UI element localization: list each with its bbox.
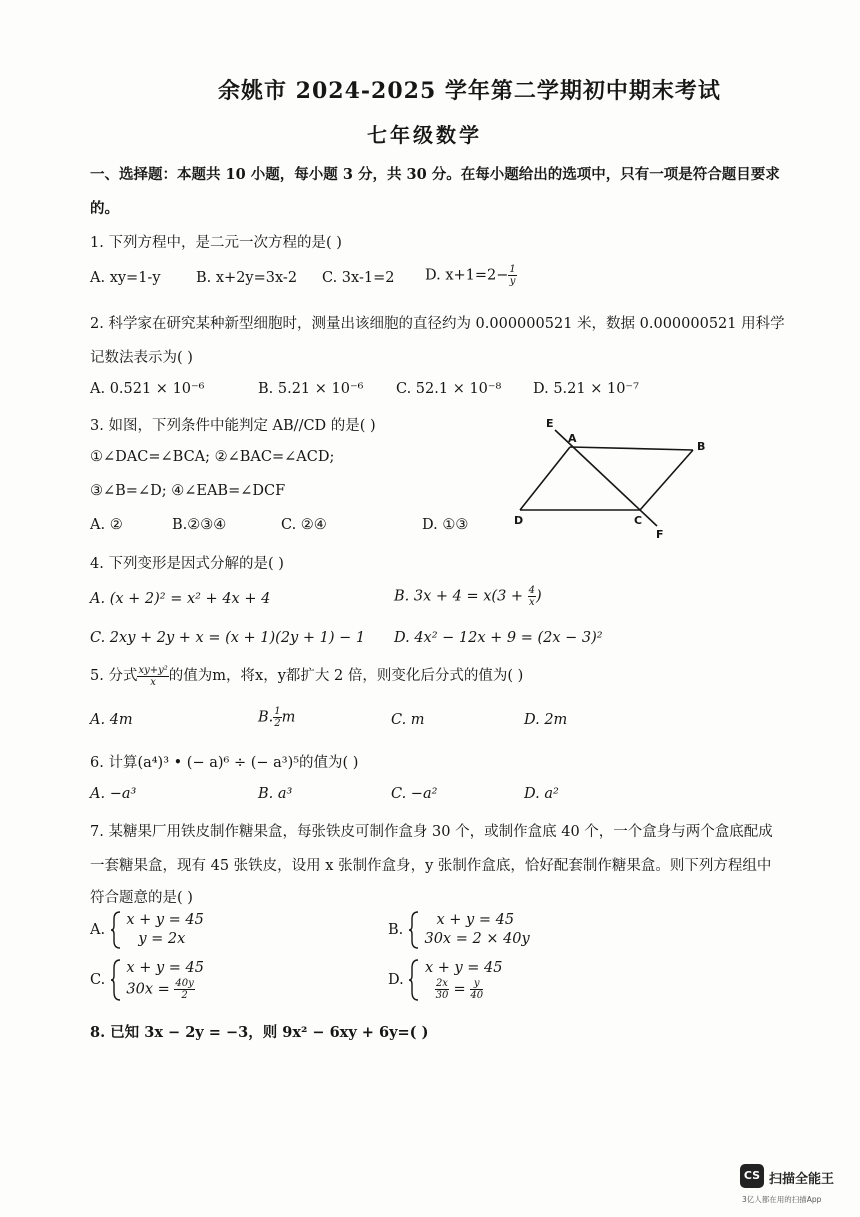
- q7-option-d: [388, 958, 503, 1002]
- q7-stem-line3: 符合题意的是( ): [90, 890, 193, 906]
- denominator: 2: [274, 718, 281, 729]
- q4-option-b: [394, 585, 542, 608]
- equation-system: [126, 959, 204, 1001]
- equation: y = 2x: [138, 931, 186, 947]
- q2-option-c: C. 52.1 × 10⁻⁸: [396, 381, 502, 397]
- exam-subtitle: 七年级数学: [367, 123, 482, 147]
- equation: x + y = 45: [126, 960, 204, 976]
- q7-option-c-label: C.: [90, 972, 106, 988]
- left-brace-icon: [408, 958, 420, 1002]
- fraction: [174, 978, 194, 1001]
- q4-option-a: A. (x + 2)² = x² + 4x + 4: [90, 591, 271, 607]
- numerator: 1: [274, 706, 281, 717]
- q1-option-a: A. xy=1-y: [90, 270, 161, 286]
- q4-option-b-text: B. 3x + 4 = x(3 +: [394, 588, 528, 605]
- q6-option-a: A. −a³: [90, 786, 137, 802]
- q5-stem-suffix: 的值为m，将x，y都扩大 2 倍，则变化后分式的值为( ): [168, 668, 524, 684]
- left-brace-icon: [110, 958, 122, 1002]
- q7-stem-line1: 7. 某糖果厂用铁皮制作糖果盒，每张铁皮可制作盒身 30 个，或制作盒底 40 个，一个盒身与两个盒底配成: [90, 824, 773, 840]
- q3-option-a: A. ②: [90, 517, 123, 533]
- q5-option-d: D. 2m: [524, 712, 568, 728]
- q7-option-d-label: D.: [388, 972, 404, 988]
- numerator: 2x: [435, 978, 448, 989]
- q2-option-a: A. 0.521 × 10⁻⁶: [90, 381, 205, 397]
- q1-option-d-text: D. x+1=2−: [425, 267, 509, 284]
- q5-stem-prefix: 5. 分式: [90, 668, 138, 684]
- fraction: [528, 585, 536, 608]
- denominator: x: [150, 676, 156, 688]
- scanner-brand: 扫描全能王: [769, 1172, 835, 1187]
- q5-stem: [90, 664, 523, 688]
- numerator: 1: [509, 264, 516, 275]
- q7-option-a: [90, 910, 204, 950]
- q3-option-d: D. ①③: [422, 517, 469, 533]
- q2-stem-line2: 记数法表示为( ): [90, 350, 193, 366]
- equals-sign: =: [448, 981, 471, 998]
- segment-cb: [640, 450, 693, 510]
- q5-option-c: C. m: [391, 712, 425, 728]
- numerator: 40y: [175, 978, 194, 989]
- q4-option-d: D. 4x² − 12x + 9 = (2x − 3)²: [394, 630, 603, 646]
- fraction: [470, 978, 483, 1001]
- q6-option-c: C. −a²: [391, 786, 438, 802]
- q3-option-c: C. ②④: [281, 517, 327, 533]
- q6-option-b: B. a³: [258, 786, 293, 802]
- denominator: x: [529, 597, 535, 608]
- fraction: [273, 706, 281, 729]
- label-f: F: [656, 528, 664, 541]
- q7-option-a-label: A.: [90, 922, 106, 938]
- section-heading: 一、选择题：本题共 10 小题，每小题 3 分，共 30 分。在每小题给出的选项中，只有一项是符合题目要求: [90, 166, 780, 183]
- denominator: 40: [470, 990, 484, 1001]
- label-c: C: [634, 514, 643, 527]
- segment-ab: [570, 447, 693, 450]
- equation-system: [126, 911, 204, 949]
- denominator: 30: [435, 990, 449, 1001]
- q4-option-b-suffix: ): [536, 588, 542, 605]
- q1-stem: 1. 下列方程中，是二元一次方程的是( ): [90, 235, 342, 251]
- q6-option-d: D. a²: [524, 786, 559, 802]
- numerator: y: [470, 978, 483, 990]
- fraction: [137, 665, 168, 688]
- denominator: 2: [181, 990, 188, 1001]
- q6-stem: 6. 计算(a⁴)³ • (− a)⁶ ÷ (− a³)⁵的值为( ): [90, 755, 359, 771]
- equation-system: [424, 911, 529, 949]
- q1-option-b: B. x+2y=3x-2: [196, 270, 298, 286]
- q5-option-b-text: B.: [258, 709, 274, 726]
- q5-option-a: A. 4m: [90, 712, 133, 728]
- denominator: y: [509, 276, 516, 287]
- q3-conditions-line2: ③∠B=∠D; ④∠EAB=∠DCF: [90, 483, 286, 499]
- scanner-tagline: 3亿人都在用的扫描App: [742, 1195, 822, 1204]
- q3-conditions-line1: ①∠DAC=∠BCA; ②∠BAC=∠ACD;: [90, 449, 335, 465]
- q1-option-c: C. 3x-1=2: [322, 270, 395, 286]
- fraction: [508, 264, 516, 287]
- label-e: E: [546, 417, 554, 430]
- q7-option-b: [388, 910, 530, 950]
- equation-system: [425, 959, 503, 1001]
- left-brace-icon: [110, 910, 122, 950]
- numerator: xy+y²: [138, 664, 168, 676]
- equation: x + y = 45: [126, 912, 204, 928]
- fraction: [435, 978, 449, 1001]
- left-brace-icon: [408, 910, 420, 950]
- section-heading-cont: 的。: [90, 200, 119, 217]
- segment-da: [520, 447, 570, 510]
- q4-option-c: C. 2xy + 2y + x = (x + 1)(2y + 1) − 1: [90, 630, 366, 646]
- exam-title: 余姚市 2024-2025 学年第二学期初中期末考试: [218, 78, 721, 104]
- q1-option-d: [425, 264, 517, 287]
- q2-option-d: D. 5.21 × 10⁻⁷: [533, 381, 639, 397]
- q4-stem: 4. 下列变形是因式分解的是( ): [90, 556, 284, 572]
- parallelogram-figure: [500, 412, 730, 542]
- q7-option-c: [90, 958, 204, 1002]
- q8-stem: 8. 已知 3x − 2y = −3，则 9x² − 6xy + 6y=( ): [90, 1024, 429, 1041]
- equation: 30x =: [126, 981, 175, 998]
- q7-option-b-label: B.: [388, 922, 404, 938]
- q2-option-b: B. 5.21 × 10⁻⁶: [258, 381, 364, 397]
- equation: 30x = 2 × 40y: [424, 931, 530, 947]
- q5-option-b-suffix: m: [281, 709, 296, 726]
- label-d: D: [514, 514, 524, 527]
- q3-option-b: B.②③④: [172, 517, 227, 533]
- q5-option-b: [258, 706, 295, 729]
- equation: x + y = 45: [424, 960, 503, 976]
- numerator: 4: [528, 585, 536, 596]
- q7-stem-line2: 一套糖果盒，现有 45 张铁皮，设用 x 张制作盒身，y 张制作盒底，恰好配套制作糖果盒。则下列方程组中: [90, 858, 772, 874]
- q3-stem: 3. 如图，下列条件中能判定 AB//CD 的是( ): [90, 418, 376, 434]
- label-a: A: [568, 432, 577, 445]
- label-b: B: [697, 440, 706, 453]
- equation: x + y = 45: [436, 912, 515, 928]
- q2-stem-line1: 2. 科学家在研究某种新型细胞时，测量出该细胞的直径约为 0.000000521 米，数据 0.000000521 用科学: [90, 316, 785, 332]
- scanner-logo-icon: CS: [740, 1164, 764, 1188]
